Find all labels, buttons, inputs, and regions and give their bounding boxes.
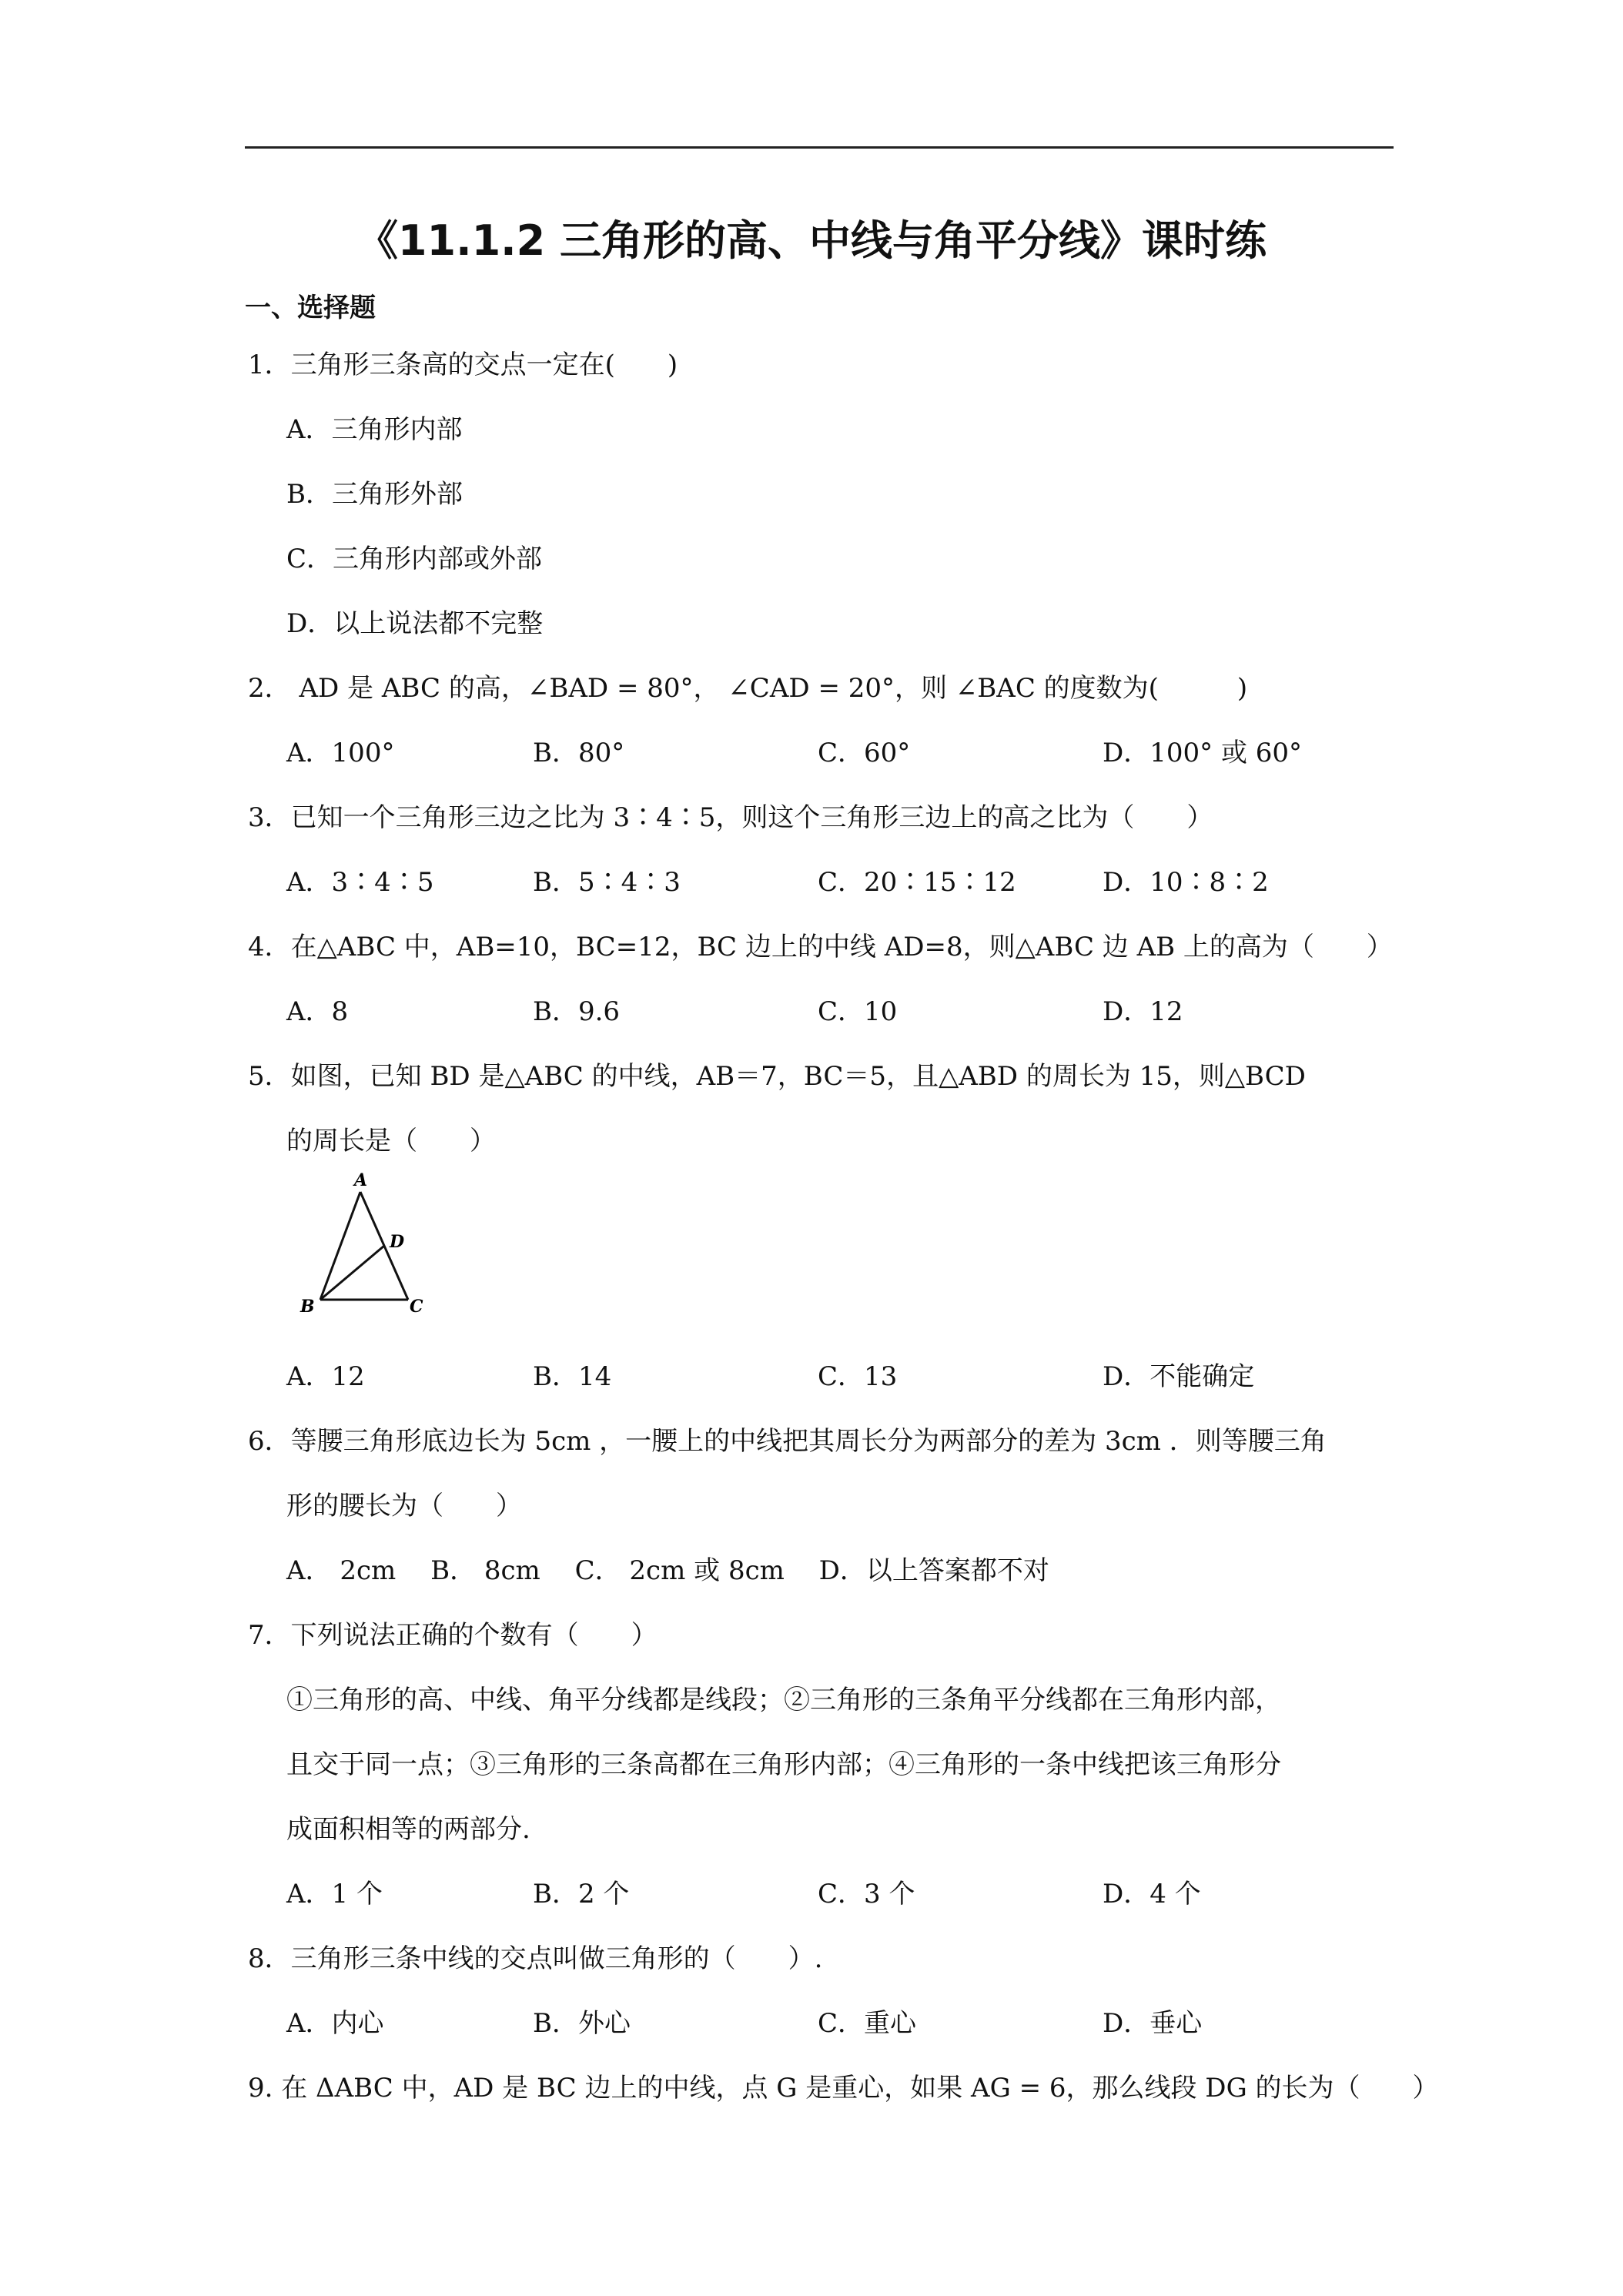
question-2-option-a: A．100° — [286, 738, 395, 768]
question-6-options: A． 2cm B． 8cm C． 2cm 或 8cm D．以上答案都不对 — [286, 1555, 1049, 1586]
question-5-option-a: A．12 — [286, 1361, 365, 1392]
question-2-option-b: B．80° — [533, 738, 625, 768]
vertex-label-a: A — [354, 1170, 368, 1190]
question-8-option-d: D．垂心 — [1103, 2008, 1203, 2039]
vertex-label-d: D — [390, 1232, 405, 1252]
triangle-figure — [294, 1170, 463, 1317]
question-2-stem: 2． AD 是 ABC 的高，∠BAD = 80°， ∠CAD = 20°，则 ∠BAC 的度数为( ) — [248, 673, 1248, 704]
question-5-option-c: C．13 — [818, 1361, 898, 1392]
question-8-option-c: C．重心 — [818, 2008, 917, 2039]
question-7-option-c: C．3 个 — [818, 1879, 915, 1909]
question-1-option-d: D．以上说法都不完整 — [286, 608, 544, 639]
question-1-option-a: A．三角形内部 — [286, 414, 463, 445]
question-8-option-a: A．内心 — [286, 2008, 384, 2039]
question-4-option-a: A．8 — [286, 996, 349, 1027]
question-3-option-b: B．5∶4∶3 — [533, 867, 681, 898]
question-6-stem-line1: 6．等腰三角形底边长为 5cm ，一腰上的中线把其周长分为两部分的差为 3cm ．则等腰三角 — [248, 1426, 1327, 1457]
question-1-option-b: B．三角形外部 — [286, 479, 463, 510]
question-1-stem: 1．三角形三条高的交点一定在( ) — [248, 350, 678, 380]
question-3-option-d: D．10∶8∶2 — [1103, 867, 1269, 898]
question-6-stem-line2: 形的腰长为（ ） — [286, 1491, 522, 1521]
question-2-option-d: D．100° 或 60° — [1103, 738, 1303, 768]
question-8-stem: 8．三角形三条中线的交点叫做三角形的（ ）. — [248, 1943, 823, 1974]
question-3-option-c: C．20∶15∶12 — [818, 867, 1016, 898]
vertex-label-b: B — [300, 1297, 315, 1317]
question-7-body-line3: 成面积相等的两部分. — [286, 1814, 530, 1845]
question-1-option-c: C．三角形内部或外部 — [286, 544, 543, 574]
question-4-option-d: D．12 — [1103, 996, 1183, 1027]
question-4-stem: 4．在△ABC 中，AB=10，BC=12，BC 边上的中线 AD=8，则△ABC 边 AB 上的高为（ ） — [248, 932, 1393, 962]
question-7-body-line1: ①三角形的高、中线、角平分线都是线段；②三角形的三条角平分线都在三角形内部， — [286, 1685, 1281, 1715]
question-4-option-b: B．9.6 — [533, 996, 621, 1027]
question-7-option-b: B．2 个 — [533, 1879, 630, 1909]
question-3-option-a: A．3∶4∶5 — [286, 867, 434, 898]
question-7-body-line2: 且交于同一点；③三角形的三条高都在三角形内部；④三角形的一条中线把该三角形分 — [286, 1749, 1281, 1780]
page-title: 《11.1.2 三角形的高、中线与角平分线》课时练 — [356, 216, 1267, 265]
question-9-stem: 9. 在 ΔABC 中，AD 是 BC 边上的中线，点 G 是重心，如果 AG = 6，那么线段 DG 的长为（ ） — [248, 2073, 1439, 2104]
question-7-option-a: A．1 个 — [286, 1879, 383, 1909]
question-7-stem: 7．下列说法正确的个数有（ ） — [248, 1620, 658, 1651]
question-5-stem-line2: 的周长是（ ） — [286, 1126, 496, 1156]
question-5-option-b: B．14 — [533, 1361, 612, 1392]
question-5-stem-line1: 5．如图，已知 BD 是△ABC 的中线，AB＝7，BC＝5，且△ABD 的周长为 15，则△BCD — [248, 1061, 1306, 1092]
question-8-option-b: B．外心 — [533, 2008, 631, 2039]
section-heading: 一、选择题 — [245, 293, 376, 323]
question-4-option-c: C．10 — [818, 996, 898, 1027]
question-5-option-d: D．不能确定 — [1103, 1361, 1255, 1392]
question-7-option-d: D．4 个 — [1103, 1879, 1201, 1909]
question-2-option-c: C．60° — [818, 738, 911, 768]
header-rule — [245, 146, 1394, 149]
vertex-label-c: C — [410, 1297, 423, 1317]
triangle-diagram — [294, 1170, 463, 1317]
question-3-stem: 3．已知一个三角形三边之比为 3∶4∶5，则这个三角形三边上的高之比为（ ） — [248, 802, 1213, 833]
